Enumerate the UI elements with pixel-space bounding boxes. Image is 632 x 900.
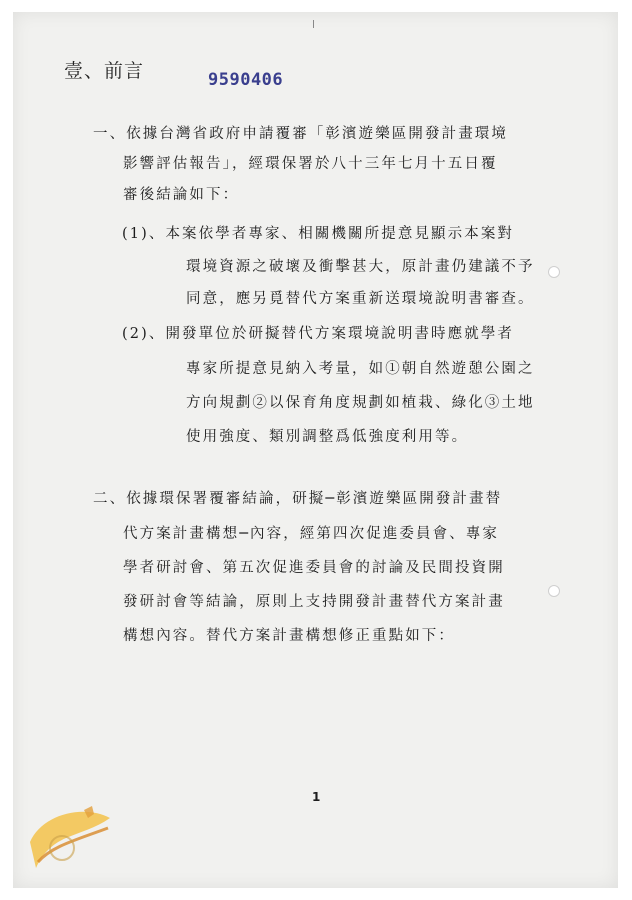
top-tick-mark (313, 20, 314, 28)
paragraph-line: 學者研討會、第五次促進委員會的討論及民間投資開 (123, 560, 505, 576)
paragraph-line: 影響評估報告」，經環保署於八十三年七月十五日覆 (123, 156, 498, 172)
punch-hole (548, 266, 560, 278)
paragraph-line: 環境資源之破壞及衝擊甚大，原計畫仍建議不予 (186, 259, 535, 275)
punch-hole (548, 585, 560, 597)
archive-stamp-number: 9590406 (208, 70, 284, 90)
paragraph-line: 構想內容。替代方案計畫構想修正重點如下： (123, 628, 455, 644)
document-page (13, 12, 618, 888)
paragraph-line: 使用強度、類別調整爲低強度利用等。 (186, 429, 469, 445)
paragraph-line: (2)、開發單位於研擬替代方案環境說明書時應就學者 (122, 326, 515, 342)
section-heading: 壹、前言 (64, 60, 145, 82)
paragraph-line: 一、依據台灣省政府申請覆審「彰濱遊樂區開發計畫環境 (93, 126, 508, 142)
paragraph-line: 二、依據環保署覆審結論，研擬─彰濱遊樂區開發計畫替 (93, 491, 503, 507)
archive-logo-icon (22, 802, 118, 880)
paragraph-line: 代方案計畫構想─內容，經第四次促進委員會、專家 (123, 526, 500, 542)
paragraph-line: 發研討會等結論，原則上支持開發計畫替代方案計畫 (123, 594, 505, 610)
paragraph-line: 方向規劃②以保育角度規劃如植栽、綠化③土地 (186, 395, 535, 411)
paragraph-line: (1)、本案依學者專家、相關機關所提意見顯示本案對 (122, 226, 515, 242)
paragraph-line: 同意，應另覓替代方案重新送環境說明書審查。 (186, 291, 535, 307)
page-number: 1 (312, 790, 321, 804)
paragraph-line: 專家所提意見納入考量，如①朝自然遊憩公園之 (186, 361, 535, 377)
paragraph-line: 審後結論如下： (123, 187, 240, 203)
